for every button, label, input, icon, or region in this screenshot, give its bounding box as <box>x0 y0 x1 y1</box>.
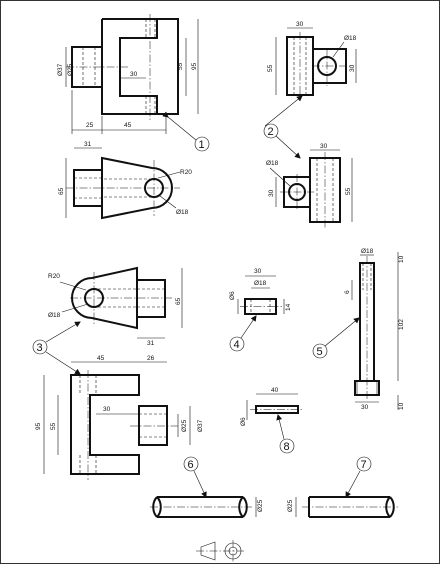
dim-10: 10 <box>398 255 405 263</box>
dim-dia18: Ø18 <box>344 35 357 42</box>
dim-30: 30 <box>130 71 138 78</box>
dim-55: 55 <box>267 64 274 72</box>
part5-number: 5 <box>316 346 323 358</box>
dim-dia25: Ø25 <box>257 499 264 512</box>
part4-number: 4 <box>233 339 240 351</box>
part1-front-view <box>57 14 198 134</box>
dim-65: 65 <box>175 297 182 305</box>
part8-view <box>240 387 304 426</box>
part1-number: 1 <box>198 139 205 151</box>
part4-callout <box>230 316 256 351</box>
dim-102: 102 <box>398 319 405 330</box>
dim-14: 14 <box>285 303 292 311</box>
dim-55: 55 <box>50 422 57 430</box>
dim-30: 30 <box>296 21 304 28</box>
part6-view <box>150 497 264 517</box>
dim-65: 65 <box>58 187 65 195</box>
dim-dia25: Ø25 <box>181 419 188 432</box>
part7-view <box>287 497 398 517</box>
part1-top-view <box>58 141 192 218</box>
dim-30: 30 <box>103 406 111 413</box>
dim-55: 55 <box>345 187 352 195</box>
dim-55: 55 <box>177 62 184 70</box>
part1-callout <box>168 117 209 151</box>
dim-25: 25 <box>86 122 94 129</box>
dim-45: 45 <box>97 355 105 362</box>
part2-front-view <box>266 143 352 228</box>
dim-dia18: Ø18 <box>266 160 279 167</box>
part8-callout <box>278 415 294 453</box>
part2-callout <box>264 96 302 158</box>
part3-top-view <box>48 268 182 347</box>
dim-30: 30 <box>268 189 275 197</box>
part8-number: 8 <box>283 441 290 453</box>
dim-dia37: Ø37 <box>57 63 64 76</box>
first-angle-projection-icon <box>196 540 244 562</box>
part5-view <box>344 248 405 411</box>
dim-r20: R20 <box>48 273 60 280</box>
dim-dia25: Ø25 <box>287 499 294 512</box>
dim-6: 6 <box>344 290 351 294</box>
part4-view <box>229 268 292 314</box>
part3-number: 3 <box>36 342 43 354</box>
dim-dia18: Ø18 <box>361 248 374 255</box>
dim-dia6: Ø6 <box>240 417 247 426</box>
part6-callout <box>184 457 206 497</box>
dim-30: 30 <box>320 143 328 150</box>
dim-dia18: Ø18 <box>254 280 267 287</box>
dim-dia25: Ø25 <box>67 63 74 76</box>
dim-dia6: Ø6 <box>229 291 236 300</box>
dim-95: 95 <box>35 422 42 430</box>
dim-r20: R20 <box>180 169 192 176</box>
part3-front-view <box>35 355 204 480</box>
dim-dia37: Ø37 <box>197 419 204 432</box>
dim-31: 31 <box>84 141 92 148</box>
dim-dia18: Ø18 <box>176 209 189 216</box>
dim-dia18: Ø18 <box>48 312 61 319</box>
part7-number: 7 <box>360 459 367 471</box>
part3-callout <box>33 322 80 374</box>
part6-number: 6 <box>187 459 194 471</box>
dim-26: 26 <box>147 355 155 362</box>
dim-40: 40 <box>271 387 279 394</box>
dim-31: 31 <box>147 340 155 347</box>
dim-30: 30 <box>349 64 356 72</box>
part2-top-view <box>267 21 357 100</box>
dim-95: 95 <box>191 62 198 70</box>
part2-number: 2 <box>267 126 274 138</box>
dim-dia30: 30 <box>254 268 262 275</box>
dim-45: 45 <box>124 122 132 129</box>
dim-dia30: 30 <box>361 404 369 411</box>
dim-10: 10 <box>398 402 405 410</box>
part7-callout <box>346 457 371 497</box>
part5-callout <box>313 318 359 358</box>
